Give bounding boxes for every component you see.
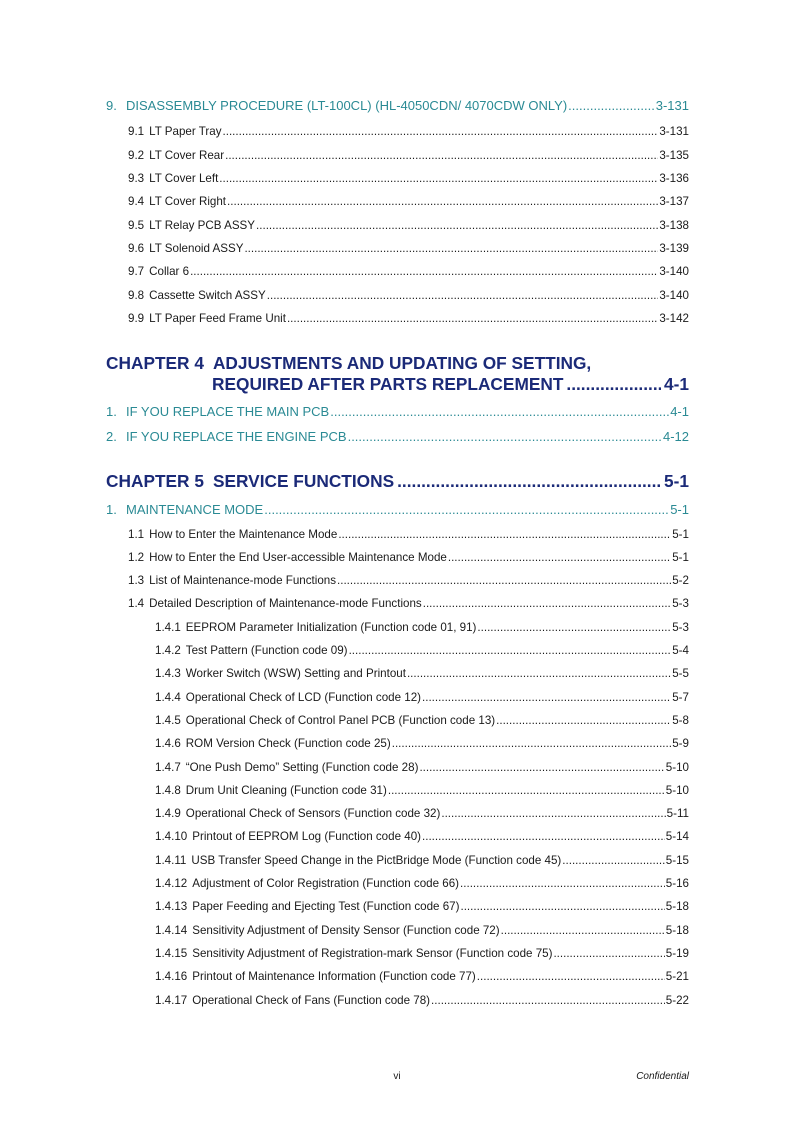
chapter-number: CHAPTER 5 [106, 471, 204, 491]
toc-page: 3-139 [659, 242, 689, 255]
toc-title: IF YOU REPLACE THE MAIN PCB [126, 404, 330, 419]
dot-leader [223, 125, 659, 138]
toc-page: 5-1 [670, 502, 689, 517]
toc-item[interactable] [128, 574, 689, 587]
toc-subitem[interactable] [155, 621, 689, 634]
dot-leader [338, 528, 671, 541]
toc-number: 1.4.13 [155, 900, 188, 913]
dot-leader [460, 877, 665, 890]
toc-title: Operational Check of LCD (Function code 12) [185, 691, 422, 704]
toc-number: 1.4.11 [155, 854, 187, 867]
dot-leader [441, 807, 665, 820]
toc-number: 1.4.8 [155, 784, 181, 797]
toc-page: 3-136 [659, 172, 689, 185]
dot-leader [568, 98, 655, 113]
toc-title: ROM Version Check (Function code 25) [185, 737, 391, 750]
toc-number: 1.4.5 [155, 714, 181, 727]
toc-page: 5-16 [665, 877, 689, 890]
toc-subitem[interactable] [155, 830, 689, 843]
toc-page: 5-15 [665, 854, 689, 867]
toc-page: 5-5 [672, 667, 689, 680]
toc-subitem[interactable] [155, 761, 689, 774]
dot-leader [267, 289, 659, 302]
dot-leader [388, 784, 665, 797]
toc-title: Sensitivity Adjustment of Density Sensor (Function code 72) [192, 924, 500, 937]
toc-number: 1.4.17 [155, 994, 188, 1007]
toc-title: “One Push Demo” Setting (Function code 28) [185, 761, 419, 774]
toc-item[interactable] [128, 195, 689, 208]
toc-number: 1.3 [128, 574, 145, 587]
toc-number: 1.4.9 [155, 807, 181, 820]
dot-leader [256, 219, 658, 232]
toc-subitem[interactable] [155, 737, 689, 750]
toc-title: Drum Unit Cleaning (Function code 31) [185, 784, 387, 797]
toc-title: Cassette Switch ASSY [149, 289, 266, 302]
toc-page: 5-1 [672, 528, 689, 541]
toc-page: 5-21 [665, 970, 689, 983]
toc-subitem[interactable] [155, 854, 689, 867]
toc-title: How to Enter the Maintenance Mode [149, 528, 338, 541]
toc-title: IF YOU REPLACE THE ENGINE PCB [126, 429, 347, 444]
toc-page: 5-10 [665, 761, 689, 774]
dot-leader [264, 502, 669, 517]
toc-subitem[interactable] [155, 947, 689, 960]
toc-page: 4-1 [670, 404, 689, 419]
toc-number: 9.9 [128, 312, 145, 325]
toc-page: 5-3 [672, 597, 689, 610]
confidential-label: Confidential [636, 1071, 689, 1082]
dot-leader [460, 900, 664, 913]
dot-leader [448, 551, 671, 564]
toc-title: Operational Check of Fans (Function code 78) [192, 994, 431, 1007]
dot-leader [219, 172, 658, 185]
toc-title: LT Solenoid ASSY [149, 242, 244, 255]
toc-page: 3-137 [659, 195, 689, 208]
toc-section[interactable] [106, 404, 689, 419]
toc-page: 5-10 [665, 784, 689, 797]
toc-subitem[interactable] [155, 924, 689, 937]
toc-title: Test Pattern (Function code 09) [185, 644, 348, 657]
toc-title: LT Relay PCB ASSY [149, 219, 256, 232]
toc-page: 3-140 [659, 289, 689, 302]
toc-item[interactable] [128, 125, 689, 138]
toc-number: 9.3 [128, 172, 145, 185]
toc-item[interactable] [128, 312, 689, 325]
toc-page: 5-8 [672, 714, 689, 727]
page-number: vi [393, 1071, 401, 1082]
toc-number: 9.2 [128, 149, 145, 162]
toc-title: Operational Check of Control Panel PCB (Function code 13) [185, 714, 496, 727]
toc-section[interactable] [106, 502, 689, 517]
toc-number: 1.4 [128, 597, 145, 610]
toc-page: 4-12 [662, 429, 689, 444]
toc-number: 9.1 [128, 125, 145, 138]
toc-page: 5-3 [672, 621, 689, 634]
dot-leader [422, 691, 671, 704]
toc-title: LT Cover Rear [149, 149, 225, 162]
toc-number: 1.4.6 [155, 737, 181, 750]
dot-leader [431, 994, 665, 1007]
dot-leader [553, 947, 664, 960]
toc-number: 1.4.7 [155, 761, 181, 774]
dot-leader [244, 242, 658, 255]
toc-number: 1.2 [128, 551, 145, 564]
toc-page: 5-18 [665, 924, 689, 937]
toc-title: Paper Feeding and Ejecting Test (Function code 67) [192, 900, 460, 913]
toc-item[interactable] [128, 551, 689, 564]
toc-title: MAINTENANCE MODE [126, 502, 264, 517]
toc-page: 5-18 [665, 900, 689, 913]
toc-number: 9.4 [128, 195, 145, 208]
dot-leader [477, 970, 665, 983]
toc-number: 9.8 [128, 289, 145, 302]
dot-leader [501, 924, 665, 937]
toc-title: LT Cover Right [149, 195, 227, 208]
toc-item[interactable] [128, 219, 689, 232]
dot-leader [287, 312, 658, 325]
toc-title: Worker Switch (WSW) Setting and Printout [185, 667, 406, 680]
dot-leader [227, 195, 658, 208]
dot-leader [337, 574, 671, 587]
toc-title: LT Paper Tray [149, 125, 222, 138]
toc-number: 1.1 [128, 528, 145, 541]
toc-page: 5-4 [672, 644, 689, 657]
toc-number: 1.4.2 [155, 644, 181, 657]
toc-page: 5-19 [665, 947, 689, 960]
dot-leader [496, 714, 671, 727]
toc-page: 3-140 [659, 265, 689, 278]
dot-leader [348, 429, 662, 444]
toc-number: 9.6 [128, 242, 145, 255]
toc-item[interactable] [128, 242, 689, 255]
dot-leader [423, 597, 672, 610]
chapter-4-heading-line2[interactable] [212, 374, 689, 395]
toc-title: Operational Check of Sensors (Function code 32) [185, 807, 441, 820]
chapter-4-heading[interactable] [106, 353, 689, 374]
toc-title: Printout of EEPROM Log (Function code 40) [192, 830, 422, 843]
toc-page: 5-1 [672, 551, 689, 564]
toc-number: 1.4.14 [155, 924, 188, 937]
toc-page: 3-131 [655, 98, 689, 113]
toc-title: Sensitivity Adjustment of Registration-mark Sensor (Function code 75) [192, 947, 553, 960]
dot-leader [349, 644, 672, 657]
toc-number: 1. [106, 502, 117, 517]
toc-page: 3-142 [659, 312, 689, 325]
toc-number: 1.4.12 [155, 877, 188, 890]
toc-page: 3-131 [659, 125, 689, 138]
chapter-title: SERVICE FUNCTIONS [212, 471, 395, 491]
toc-title: LT Cover Left [149, 172, 219, 185]
toc-subitem[interactable] [155, 877, 689, 890]
toc-subitem[interactable] [155, 807, 689, 820]
toc-number: 1.4.10 [155, 830, 188, 843]
chapter-5-heading[interactable] [106, 471, 689, 492]
dot-leader [190, 265, 658, 278]
chapter-page: 5-1 [664, 471, 689, 491]
dot-leader [422, 830, 665, 843]
toc-page: 5-7 [672, 691, 689, 704]
toc-number: 2. [106, 429, 117, 444]
toc-item[interactable] [128, 172, 689, 185]
toc-title: Adjustment of Color Registration (Function code 66) [192, 877, 460, 890]
toc-number: 1.4.15 [155, 947, 188, 960]
toc-page: 5-9 [672, 737, 689, 750]
toc-number: 1.4.16 [155, 970, 188, 983]
dot-leader [225, 149, 658, 162]
toc-subitem[interactable] [155, 667, 689, 680]
toc-page: 5-14 [665, 830, 689, 843]
toc-subitem[interactable] [155, 644, 689, 657]
toc-subitem[interactable] [155, 691, 689, 704]
toc-subitem[interactable] [155, 784, 689, 797]
toc-title: USB Transfer Speed Change in the PictBridge Mode (Function code 45) [191, 854, 562, 867]
toc-number: 1. [106, 404, 117, 419]
toc-title: How to Enter the End User-accessible Maintenance Mode [149, 551, 447, 564]
toc-number: 9.7 [128, 265, 145, 278]
toc-number: 1.4.4 [155, 691, 181, 704]
chapter-title-line1: ADJUSTMENTS AND UPDATING OF SETTING, [212, 353, 592, 373]
chapter-title-line2: REQUIRED AFTER PARTS REPLACEMENT [212, 374, 564, 394]
toc-number: 1.4.3 [155, 667, 181, 680]
toc-number: 1.4.1 [155, 621, 181, 634]
toc-item[interactable] [128, 528, 689, 541]
toc-title: Printout of Maintenance Information (Function code 77) [192, 970, 476, 983]
toc-item[interactable] [128, 149, 689, 162]
toc-item[interactable] [128, 289, 689, 302]
dot-leader [392, 737, 672, 750]
dot-leader [419, 761, 664, 774]
chapter-number: CHAPTER 4 [106, 353, 204, 373]
dot-leader [407, 667, 671, 680]
dot-leader [562, 854, 664, 867]
toc-subitem[interactable] [155, 900, 689, 913]
toc-item[interactable] [128, 597, 689, 610]
toc-section[interactable] [106, 429, 689, 444]
toc-subitem[interactable] [155, 714, 689, 727]
toc-title: List of Maintenance-mode Functions [149, 574, 337, 587]
toc-page: 5-11 [666, 807, 689, 820]
dot-leader [397, 471, 661, 492]
dot-leader [477, 621, 671, 634]
toc-title: Collar 6 [149, 265, 190, 278]
toc-item[interactable] [128, 265, 689, 278]
toc-page: 3-135 [659, 149, 689, 162]
toc-page: 3-138 [659, 219, 689, 232]
toc-subitem[interactable] [155, 994, 689, 1007]
toc-title: EEPROM Parameter Initialization (Function code 01, 91) [185, 621, 477, 634]
chapter-page: 4-1 [664, 374, 689, 394]
toc-title: LT Paper Feed Frame Unit [149, 312, 286, 325]
toc-title: DISASSEMBLY PROCEDURE (LT-100CL) (HL-4050CDN/ 4070CDW ONLY) [126, 98, 568, 113]
toc-page: 5-22 [665, 994, 689, 1007]
dot-leader [330, 404, 669, 419]
toc-number: 9.5 [128, 219, 145, 232]
dot-leader [566, 374, 661, 395]
toc-title: Detailed Description of Maintenance-mode Functions [149, 597, 422, 610]
toc-section-9[interactable] [106, 98, 689, 113]
toc-subitem[interactable] [155, 970, 689, 983]
toc-number: 9. [106, 98, 117, 113]
toc-page: 5-2 [672, 574, 689, 587]
